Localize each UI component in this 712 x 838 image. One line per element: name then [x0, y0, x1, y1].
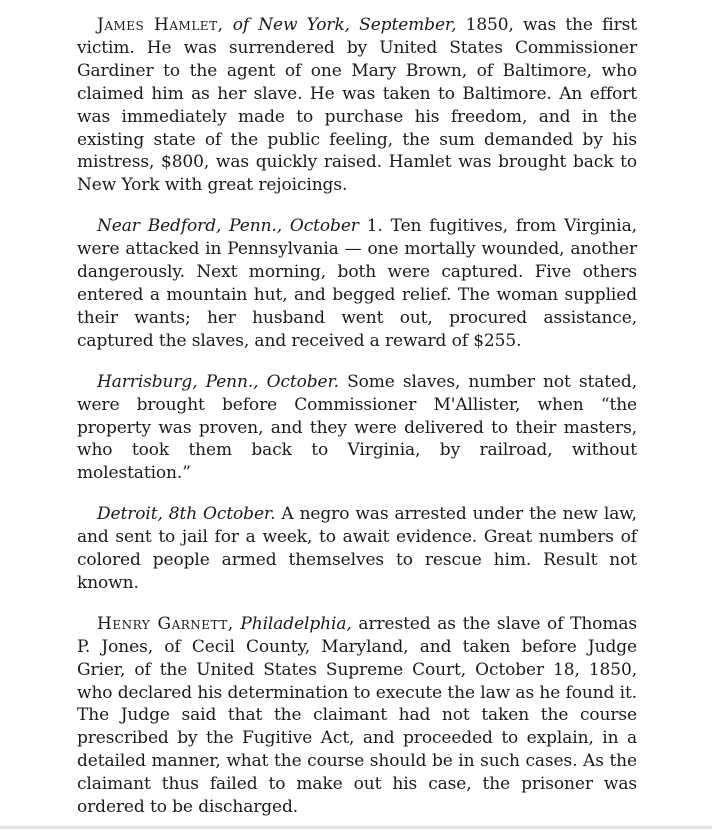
place-date: Harrisburg, Penn., October.: [97, 371, 339, 392]
paragraph-harrisburg: [77, 371, 637, 486]
person-name: Henry Garnett,: [97, 613, 234, 634]
place-date: Detroit, 8th October.: [97, 504, 276, 525]
paragraph-body: 1850, was the first victim. He was surrendered by United States Commissioner Gardiner to the agent of one Mary Brown, of Baltimore, who claimed him as her slave. He was taken to Baltimore. An effort was immediately made to purchase his freedom, and in the existing state of the public feeling, the sum demanded by his mistress, $800, was quickly raised. Hamlet was brought back to New York with great rejoicings.: [77, 15, 637, 196]
place-date: of New York, September,: [232, 15, 457, 35]
page-bottom-edge: [0, 826, 712, 829]
paragraph-detroit: [77, 503, 637, 595]
paragraph-body: Some slaves, number not stated, were brought before Commissioner M'Allister, when “the property was proven, and they were delivered to their masters, who took them back to Virginia, by railroad, without molestation.”: [77, 371, 638, 484]
place-date: Near Bedford, Penn., October: [97, 216, 359, 237]
paragraph-body: A negro was arrested under the new law, and sent to jail for a week, to await evidence. Great numbers of colored people armed themselves to rescue him. Result not known.: [77, 504, 637, 593]
person-name: James Hamlet,: [97, 15, 224, 35]
paragraph-james-hamlet: [77, 14, 637, 197]
paragraph-body: arrested as the slave of Thomas P. Jones, of Cecil County, Maryland, and taken before Judge Grier, of the United States Supreme Court, October 18, 1850, who declared his determination to execute the law as he found it. The Judge said that the claimant had not taken the course prescribed by the Fugitive Act, and proceeded to explain, in a detailed manner, what the course should be in such cases. As the claimant thus failed to make out his case, the prisoner was ordered to be discharged.: [77, 613, 637, 818]
paragraph-near-bedford: [77, 215, 637, 352]
paragraph-henry-garnett: [77, 613, 637, 819]
place-date: Philadelphia,: [240, 613, 352, 634]
document-page: [77, 14, 637, 837]
paragraph-body: 1. Ten fugitives, from Virginia, were attacked in Pennsylvania — one mortally wounded, another dangerously. Next morning, both were captured. Five others entered a mountain hut, and begged relief. The woman supplied their wants; her husband went out, procured assistance, captured the slaves, and received a reward of $255.: [77, 216, 637, 351]
